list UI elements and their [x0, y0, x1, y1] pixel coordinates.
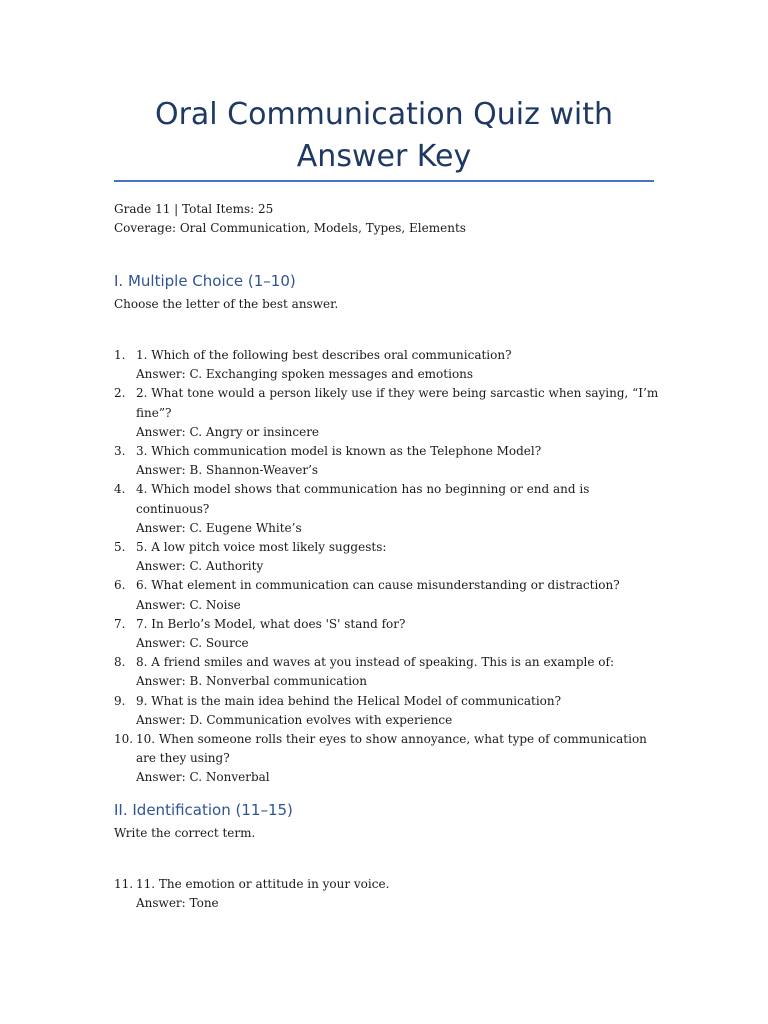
list-item [114, 576, 659, 614]
item-number: 6. [114, 578, 126, 593]
list-item [114, 480, 659, 538]
answer-text: Answer: C. Angry or insincere [136, 424, 320, 439]
question-text: 10. When someone rolls their eyes to show annoyance, what type of communication are they using? [136, 732, 647, 766]
question-text: 4. Which model shows that communication has no beginning or end and is continuous? [136, 482, 590, 516]
question-text: 8. A friend smiles and waves at you instead of speaking. This is an example of: [136, 655, 614, 670]
section-instructions-identification: Write the correct term. [114, 826, 256, 840]
answer-text: Answer: D. Communication evolves with experience [136, 712, 453, 727]
multiple-choice-list [114, 346, 659, 788]
question-text: 1. Which of the following best describes oral communication? [136, 348, 512, 362]
section-heading-identification: II. Identification (11–15) [114, 801, 293, 819]
document-title: Oral Communication Quiz with Answer Key [154, 97, 614, 174]
list-item [114, 615, 659, 653]
list-item [114, 653, 659, 691]
section-heading-multiple-choice: I. Multiple Choice (1–10) [114, 272, 296, 290]
list-item [114, 538, 659, 576]
identification-list [114, 875, 659, 913]
meta-grade-items: Grade 11 | Total Items: 25 [114, 202, 274, 216]
item-number: 7. [114, 616, 126, 631]
list-item [114, 442, 659, 480]
list-item [114, 730, 659, 788]
item-number: 11. [114, 877, 134, 891]
item-number: 8. [114, 655, 126, 670]
answer-text: Answer: B. Shannon-Weaver’s [136, 463, 319, 478]
question-text: 5. A low pitch voice most likely suggests: [136, 540, 387, 555]
question-text: 6. What element in communication can cause misunderstanding or distraction? [136, 578, 620, 593]
question-text: 3. Which communication model is known as the Telephone Model? [136, 444, 542, 459]
answer-text: Answer: C. Authority [136, 559, 264, 574]
answer-text: Answer: C. Source [136, 636, 249, 651]
list-item [114, 346, 659, 384]
question-text: 2. What tone would a person likely use if they were being sarcastic when saying, “I’m fine”? [136, 386, 659, 420]
question-text: 7. In Berlo’s Model, what does 'S' stand for? [136, 616, 406, 631]
item-number: 10. [114, 732, 134, 747]
answer-text: Answer: Tone [136, 896, 219, 911]
answer-text: Answer: C. Noise [136, 597, 241, 612]
section-instructions-multiple-choice: Choose the letter of the best answer. [114, 297, 339, 311]
answer-text: Answer: C. Exchanging spoken messages and emotions [136, 367, 474, 382]
list-item [114, 384, 659, 442]
meta-coverage: Coverage: Oral Communication, Models, Types, Elements [114, 221, 466, 235]
answer-text: Answer: B. Nonverbal communication [136, 674, 368, 689]
answer-text: Answer: C. Nonverbal [136, 770, 270, 785]
list-item [114, 875, 659, 913]
question-text: 11. The emotion or attitude in your voice. [136, 877, 390, 891]
list-item [114, 692, 659, 730]
item-number: 3. [114, 444, 126, 459]
title-divider [114, 180, 654, 182]
answer-text: Answer: C. Eugene White’s [136, 520, 302, 535]
item-number: 1. [114, 348, 126, 362]
question-text: 9. What is the main idea behind the Helical Model of communication? [136, 693, 562, 708]
item-number: 4. [114, 482, 126, 497]
item-number: 5. [114, 540, 126, 555]
item-number: 9. [114, 693, 126, 708]
item-number: 2. [114, 386, 126, 401]
